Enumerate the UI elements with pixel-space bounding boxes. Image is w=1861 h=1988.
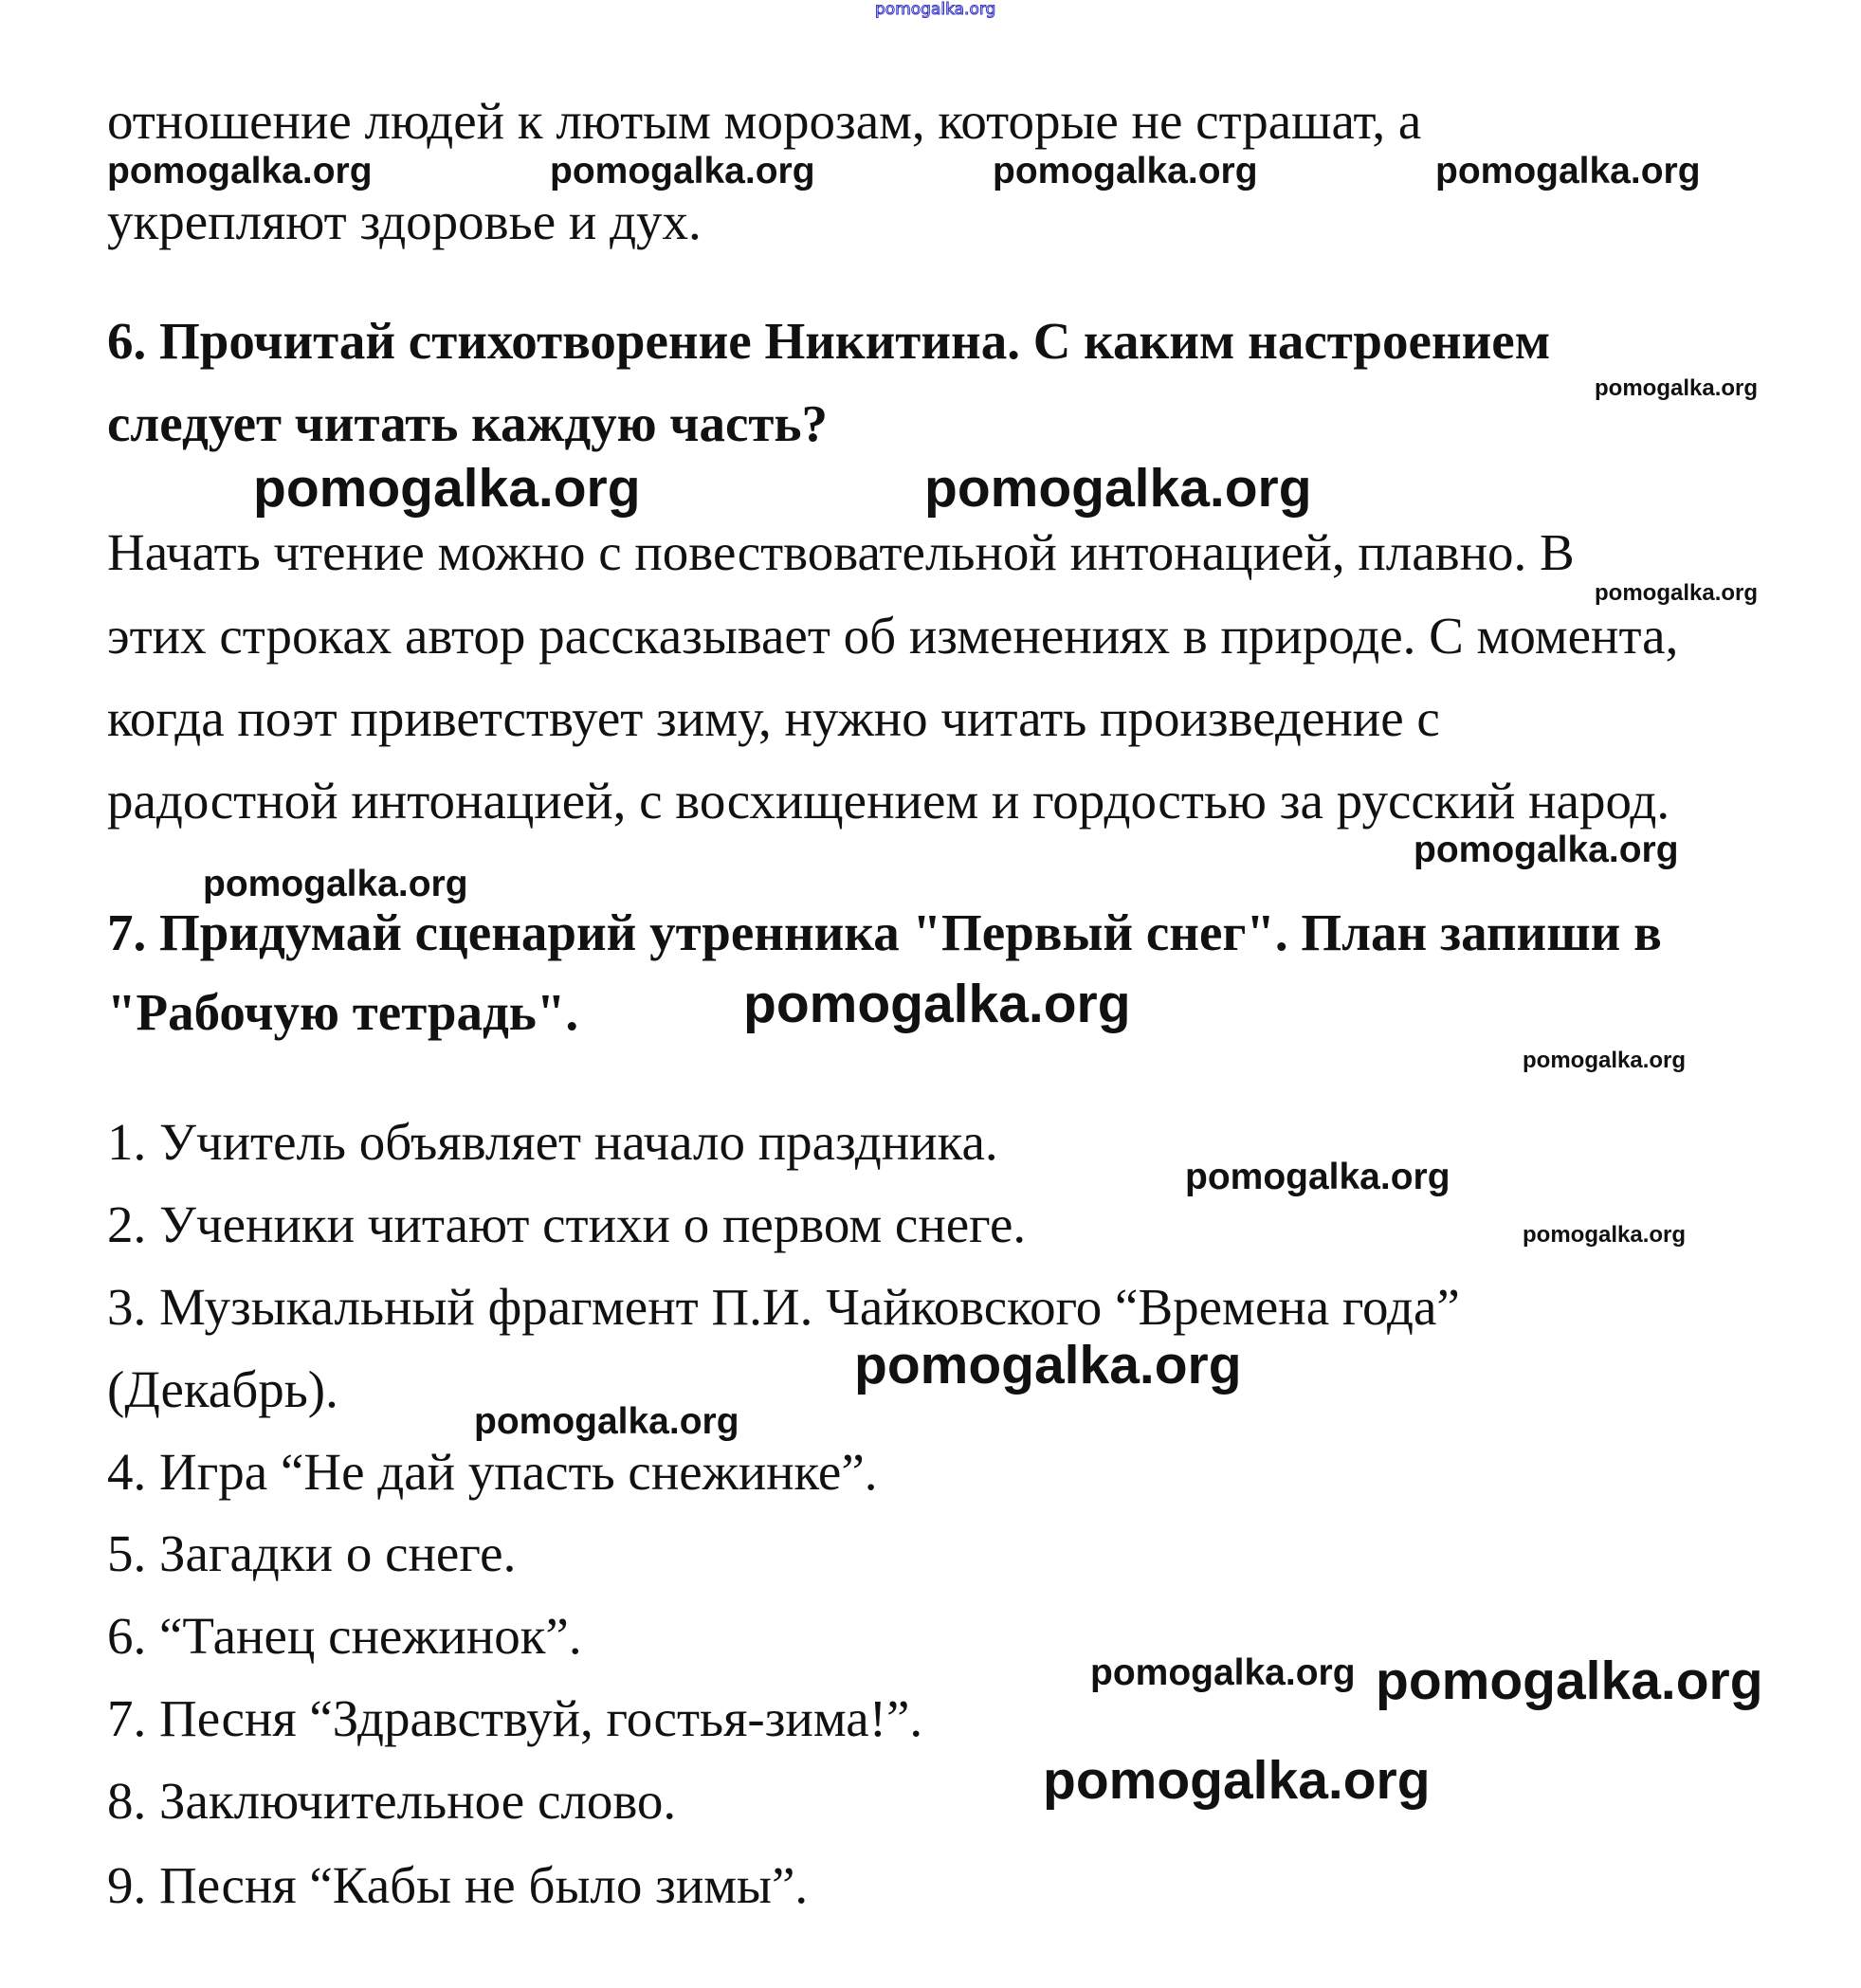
plan-item: 2. Ученики читают стихи о первом снеге. <box>107 1195 1027 1253</box>
plan-item: 1. Учитель объявляет начало праздника. <box>107 1113 998 1171</box>
answer-6-line: Начать чтение можно с повествовательной интонацией, плавно. В <box>107 523 1575 581</box>
watermark: pomogalka.org <box>550 151 815 192</box>
watermark: pomogalka.org <box>1435 151 1701 192</box>
intro-line: укрепляют здоровье и дух. <box>107 192 702 250</box>
question-6-heading: 6. Прочитай стихотворение Никитина. С каким настроением <box>107 312 1551 370</box>
watermark: pomogalka.org <box>474 1401 739 1442</box>
watermark: pomogalka.org <box>1595 375 1759 401</box>
watermark: pomogalka.org <box>743 974 1131 1034</box>
plan-item: 9. Песня “Кабы не было зимы”. <box>107 1856 809 1914</box>
header-watermark: pomogalka.org <box>875 0 996 19</box>
watermark: pomogalka.org <box>993 151 1258 192</box>
plan-item: 8. Заключительное слово. <box>107 1772 677 1830</box>
answer-6-line: когда поэт приветствует зиму, нужно читать произведение с <box>107 689 1440 747</box>
watermark: pomogalka.org <box>1414 830 1679 870</box>
plan-item: (Декабрь). <box>107 1360 338 1418</box>
watermark: pomogalka.org <box>1376 1651 1763 1711</box>
watermark: pomogalka.org <box>1185 1157 1450 1197</box>
answer-6-line: радостной интонацией, с восхищением и гордостью за русский народ. <box>107 772 1670 830</box>
watermark: pomogalka.org <box>924 458 1312 519</box>
watermark: pomogalka.org <box>203 864 468 904</box>
plan-item: 6. “Танец снежинок”. <box>107 1607 582 1665</box>
question-6-heading: следует читать каждую часть? <box>107 394 828 452</box>
watermark: pomogalka.org <box>1523 1222 1687 1248</box>
watermark: pomogalka.org <box>854 1335 1242 1395</box>
plan-item: 4. Игра “Не дай упасть снежинке”. <box>107 1443 878 1501</box>
question-7-heading: 7. Придумай сценарий утренника "Первый снег". План запиши в <box>107 903 1662 961</box>
watermark: pomogalka.org <box>1523 1048 1687 1073</box>
watermark: pomogalka.org <box>253 458 641 519</box>
watermark: pomogalka.org <box>1090 1652 1356 1693</box>
intro-line: отношение людей к лютым морозам, которые не страшат, а <box>107 92 1422 150</box>
watermark: pomogalka.org <box>1595 580 1759 606</box>
watermark: pomogalka.org <box>1043 1750 1431 1811</box>
watermark: pomogalka.org <box>107 151 373 192</box>
plan-item: 5. Загадки о снеге. <box>107 1524 517 1582</box>
plan-item: 7. Песня “Здравствуй, гостья-зима!”. <box>107 1689 923 1747</box>
question-7-heading: "Рабочую тетрадь". <box>107 983 579 1041</box>
plan-item: 3. Музыкальный фрагмент П.И. Чайковского “Времена года” <box>107 1278 1460 1336</box>
answer-6-line: этих строках автор рассказывает об изменениях в природе. С момента, <box>107 607 1679 665</box>
